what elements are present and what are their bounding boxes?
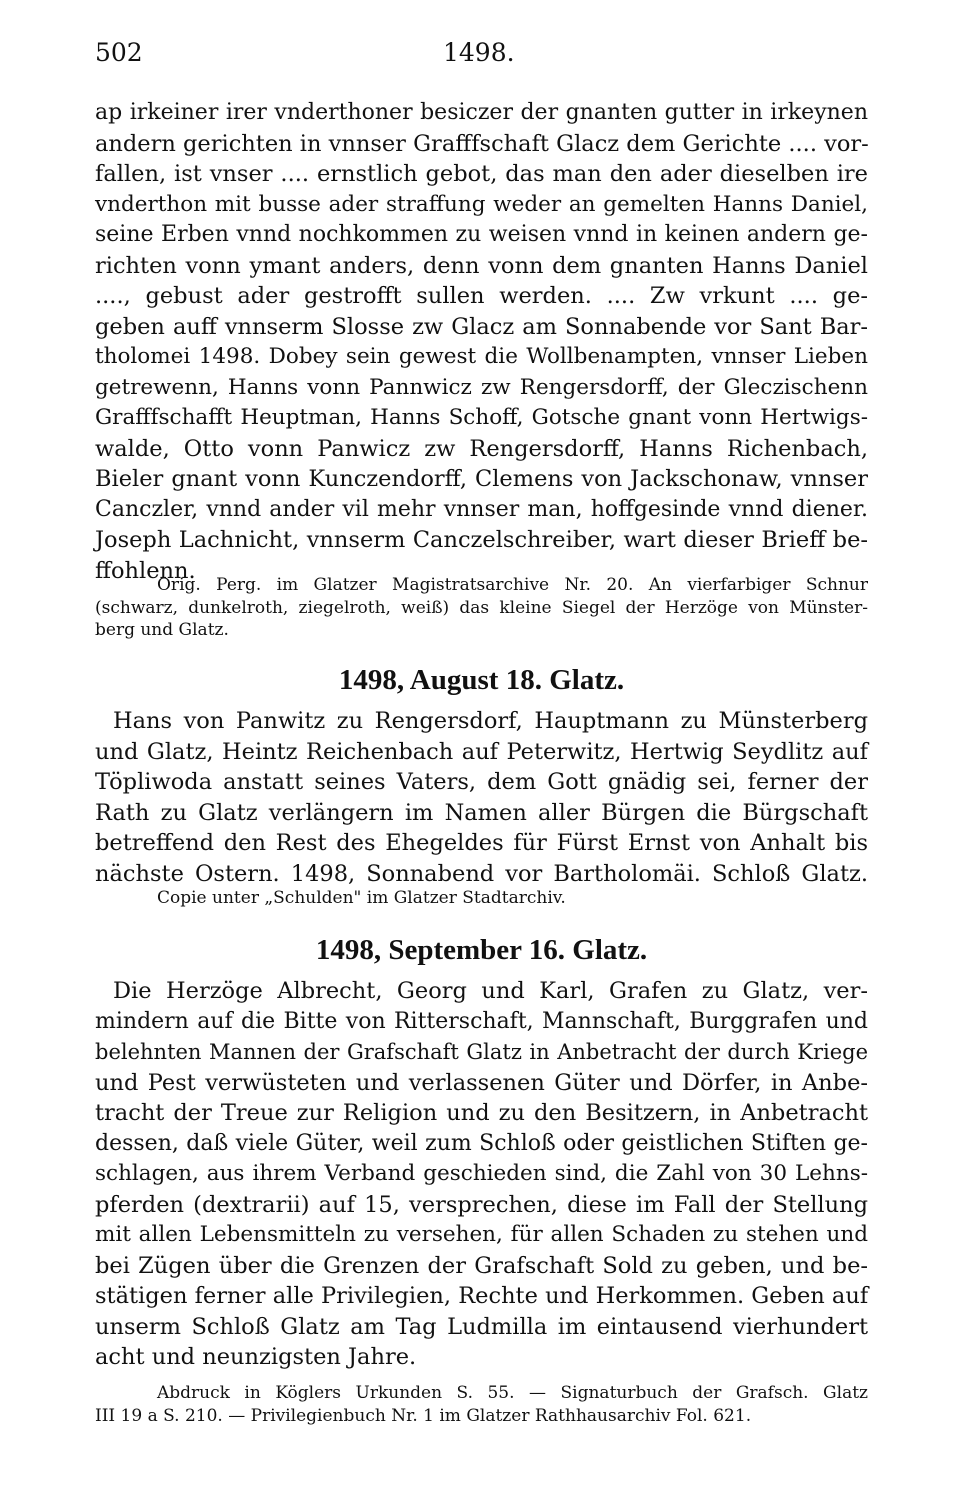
text-line: geben auff vnnserm Slosse zw Glacz am Sonnabende vor Sant Bar- <box>95 313 868 340</box>
text-line: getrewenn, Hanns vonn Pannwicz zw Rengersdorff, der Gleczischenn <box>95 374 868 400</box>
text-line: mit allen Lebensmitteln zu versehen, für allen Schaden zu stehen und <box>95 1222 868 1247</box>
text-line: Rath zu Glatz verlängern im Namen aller Bürgen die Bürgschaft <box>95 799 868 826</box>
text-line: tracht der Treue zur Religion und zu den Besitzern, in Anbetracht <box>95 1100 868 1126</box>
text-line: seine Erben vnnd nochkommen zu weisen vnnd in keinen andern ge- <box>95 222 868 247</box>
section-2-text <box>95 706 868 889</box>
text-line: unserm Schloß Glatz am Tag Ludmilla im eintausend vierhundert <box>95 1313 868 1340</box>
text-line: ...., gebust ader gestrofft sullen werden. .... Zw vrkunt .... ge- <box>95 283 868 309</box>
section-3-source-note <box>95 1382 868 1427</box>
text-line: Hans von Panwitz zu Rengersdorf, Hauptmann zu Münsterberg <box>113 708 868 734</box>
note-line: Orig. Perg. im Glatzer Magistratsarchive Nr. 20. An vierfarbiger Schnur <box>157 575 868 595</box>
text-line: Joseph Lachnicht, vnnserm Canczelschreiber, wart dieser Brieff be- <box>95 527 868 553</box>
section-3-heading: 1498, September 16. Glatz. <box>315 934 648 966</box>
text-line: Bieler gnant vonn Kunczendorff, Clemens von Jackschonaw, vnnser <box>95 466 868 492</box>
text-line: tholomei 1498. Dobey sein gewest die Wollbenampten, vnnser Lieben <box>95 344 868 369</box>
running-title: 1498. <box>443 38 515 67</box>
text-line: und Pest verwüsteten und verlassenen Güter und Dörfer, in Anbe- <box>95 1069 868 1096</box>
note-line: (schwarz, dunkelroth, ziegelroth, weiß) das kleine Siegel der Herzöge von Münster- <box>95 597 868 618</box>
text-line: andern gerichten in vnnser Grafffschaft Glacz dem Gerichte .... vor- <box>95 130 869 157</box>
section-2-heading: 1498, August 18. Glatz. <box>338 664 625 696</box>
text-line: und Glatz, Heintz Reichenbach auf Peterwitz, Hertwig Seydlitz auf <box>95 738 868 765</box>
text-line: schlagen, aus ihrem Verband geschieden sind, die Zahl von 30 Lehns- <box>95 1161 868 1186</box>
text-line: mindern auf die Bitte von Ritterschaft, Mannschaft, Burggrafen und <box>95 1008 868 1034</box>
text-line: ap irkeiner irer vnderthoner besiczer der gnanten gutter in irkeynen <box>95 100 868 125</box>
note-line: Abdruck in Köglers Urkunden S. 55. — Signaturbuch der Grafsch. Glatz <box>157 1383 868 1403</box>
text-line: dessen, daß viele Güter, weil zum Schloß oder geistlichen Stiften ge- <box>95 1130 868 1156</box>
text-line: pferden (dextrarii) auf 15, versprechen, diese im Fall der Stellung <box>95 1191 868 1218</box>
text-line: acht und neunzigsten Jahre. <box>95 1344 417 1370</box>
text-line: nächste Ostern. 1498, Sonnabend vor Bartholomäi. Schloß Glatz. <box>95 860 868 887</box>
text-line: walde, Otto vonn Panwicz zw Rengersdorff, Hanns Richenbach, <box>95 435 868 462</box>
text-line: Töpliwoda anstatt seines Vaters, dem Gott gnädig sei, ferner der <box>95 769 868 795</box>
text-line: betreffend den Rest des Ehegeldes für Fürst Ernst von Anhalt bis <box>95 830 868 856</box>
section-1-text <box>95 98 868 586</box>
text-line: bei Zügen über die Grenzen der Grafschaft Sold zu geben, und be- <box>95 1252 868 1279</box>
text-line: Die Herzöge Albrecht, Georg und Karl, Grafen zu Glatz, ver- <box>113 978 868 1004</box>
page-number: 502 <box>95 38 143 67</box>
section-2-source-note <box>95 887 868 910</box>
page-header <box>95 38 868 72</box>
note-line: berg und Glatz. <box>95 620 229 640</box>
text-line: richten vonn ymant anders, denn vonn dem gnanten Hanns Daniel <box>95 252 868 279</box>
note-line: Copie unter „Schulden" im Glatzer Stadtarchiv. <box>157 888 566 908</box>
text-line: stätigen ferner alle Privilegien, Rechte und Herkommen. Geben auf <box>95 1283 869 1309</box>
section-1-source-note <box>95 574 868 642</box>
text-line: belehnten Mannen der Grafschaft Glatz in Anbetracht der durch Kriege <box>95 1040 868 1064</box>
text-line: ffohlenn. <box>95 557 196 584</box>
section-3-text <box>95 976 868 1373</box>
text-line: Grafffschafft Heuptman, Hanns Schoff, Gotsche gnant vonn Hertwigs- <box>95 405 868 430</box>
text-line: fallen, ist vnser .... ernstlich gebot, das man den ader dieselben ire <box>95 161 868 187</box>
text-line: vnderthon mit busse ader straffung weder an gemelten Hanns Daniel, <box>95 191 868 217</box>
text-line: Canczler, vnnd ander vil mehr vnnser man, hoffgesinde vnnd diener. <box>95 496 868 522</box>
note-line: III 19 a S. 210. — Privilegienbuch Nr. 1 im Glatzer Rathhausarchiv Fol. 621. <box>95 1405 752 1426</box>
